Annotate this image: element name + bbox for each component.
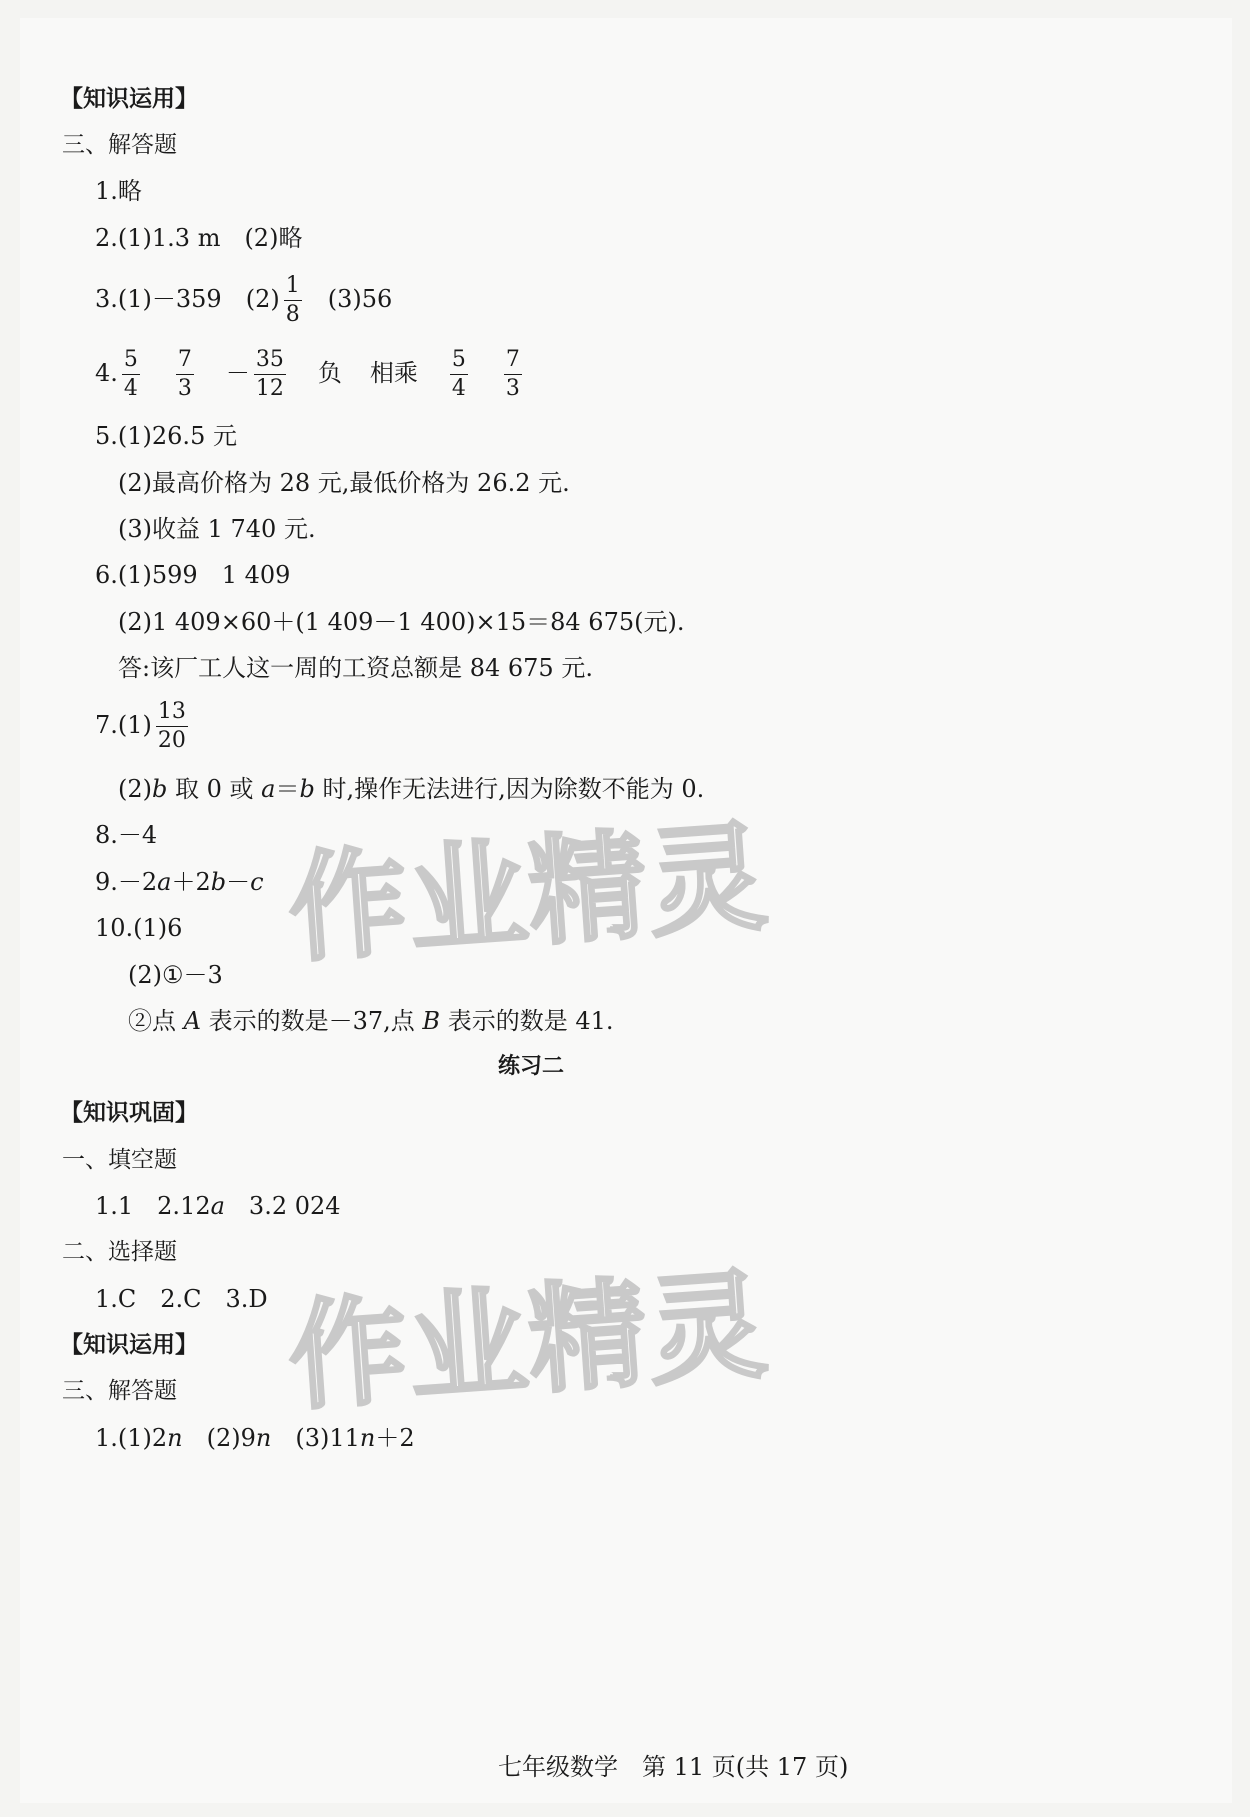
- var-a: a: [157, 868, 172, 896]
- text: 时,操作无法进行,因为除数不能为 0.: [314, 775, 705, 803]
- denominator: 3: [177, 376, 192, 401]
- numerator: 5: [122, 346, 140, 375]
- denominator: 20: [157, 728, 186, 753]
- fill-answers: [95, 1191, 341, 1221]
- text: 1.(1)2: [95, 1424, 168, 1452]
- numerator: 5: [450, 346, 468, 375]
- var-n: n: [167, 1424, 183, 1452]
- denominator: 4: [123, 376, 138, 401]
- text: ＋2: [171, 868, 211, 896]
- fraction: [176, 346, 194, 403]
- page: [20, 18, 1232, 1803]
- answer-4-prefix: 4.: [95, 359, 118, 387]
- text: 取 0 或: [167, 775, 262, 803]
- text: (3)11: [271, 1424, 360, 1452]
- answer-4: [95, 346, 526, 403]
- minus-sign: －: [225, 359, 250, 387]
- point-b: B: [422, 1007, 441, 1035]
- watermark: 作业精灵: [284, 807, 773, 979]
- var-n: n: [255, 1424, 272, 1452]
- point-a: A: [183, 1007, 201, 1035]
- text: 9.－2: [95, 868, 158, 896]
- fraction: [450, 346, 468, 403]
- answer-3: [95, 272, 392, 329]
- var-a: a: [210, 1192, 225, 1220]
- text: 表示的数是 41.: [440, 1007, 614, 1035]
- fraction: [122, 346, 140, 403]
- denominator: 8: [285, 302, 300, 327]
- numerator: 1: [284, 272, 302, 301]
- text: (2): [118, 775, 152, 803]
- section-heading: 【知识巩固】: [60, 1100, 198, 1126]
- text: 3.2 024: [224, 1192, 341, 1220]
- text: 1.1 2.12: [95, 1192, 211, 1220]
- answer-3-suffix: (3)56: [327, 285, 393, 313]
- word-multiply: 相乘: [369, 359, 418, 387]
- var-n: n: [359, 1424, 376, 1452]
- watermark: 作业精灵: [284, 1255, 773, 1427]
- answer-8: 8.－4: [95, 821, 158, 849]
- answer-6-2: (2)1 409×60＋(1 409－1 400)×15＝84 675(元).: [118, 608, 685, 636]
- word-negative: 负: [317, 359, 342, 387]
- denominator: 12: [255, 376, 284, 401]
- answer-5-1: 5.(1)26.5 元: [95, 422, 237, 450]
- section-subheading: 二、选择题: [62, 1239, 177, 1265]
- numerator: 7: [176, 346, 194, 375]
- text: ②点: [128, 1007, 184, 1035]
- answer-9: [95, 867, 264, 897]
- answer-2: 2.(1)1.3 m (2)略: [95, 224, 303, 252]
- denominator: 4: [451, 376, 466, 401]
- text: (2)9: [182, 1424, 256, 1452]
- fraction: [284, 272, 302, 329]
- answer-1: [95, 1423, 415, 1453]
- section-heading: 【知识运用】: [60, 1332, 198, 1358]
- var-b: b: [210, 868, 227, 896]
- section-subheading: 一、填空题: [62, 1147, 177, 1173]
- section-heading: 【知识运用】: [60, 86, 198, 112]
- page-footer: 七年级数学 第 11 页(共 17 页): [498, 1753, 849, 1781]
- answer-10-2: (2)①－3: [128, 961, 223, 989]
- answer-5-2: (2)最高价格为 28 元,最低价格为 26.2 元.: [118, 469, 570, 497]
- text: ＋2: [375, 1424, 415, 1452]
- section-subheading: 三、解答题: [62, 1378, 177, 1404]
- denominator: 3: [505, 376, 520, 401]
- var-b: b: [299, 775, 315, 803]
- exercise-title: 练习二: [498, 1054, 565, 1079]
- var-c: c: [250, 868, 264, 896]
- section-subheading: 三、解答题: [62, 132, 177, 158]
- answer-10-1: 10.(1)6: [95, 914, 183, 942]
- answer-1: 1.略: [95, 177, 142, 205]
- answer-6-3: 答:该厂工人这一周的工资总额是 84 675 元.: [118, 654, 593, 682]
- choice-answers: 1.C 2.C 3.D: [95, 1285, 268, 1313]
- fraction: [254, 346, 286, 403]
- text: 表示的数是－37,点: [200, 1007, 423, 1035]
- answer-6-1: 6.(1)599 1 409: [95, 561, 291, 589]
- fraction: [504, 346, 522, 403]
- text: －: [226, 868, 251, 896]
- answer-3-prefix: 3.(1)－359 (2): [95, 285, 280, 313]
- numerator: 35: [254, 346, 286, 375]
- equals: ＝: [275, 775, 300, 803]
- answer-10-3: [128, 1006, 614, 1036]
- answer-7-1: [95, 698, 192, 755]
- numerator: 7: [504, 346, 522, 375]
- var-a: a: [261, 775, 276, 803]
- answer-5-3: (3)收益 1 740 元.: [118, 515, 316, 543]
- var-b: b: [152, 775, 168, 803]
- fraction: [156, 698, 188, 755]
- numerator: 13: [156, 698, 188, 727]
- answer-7-prefix: 7.(1): [95, 711, 152, 739]
